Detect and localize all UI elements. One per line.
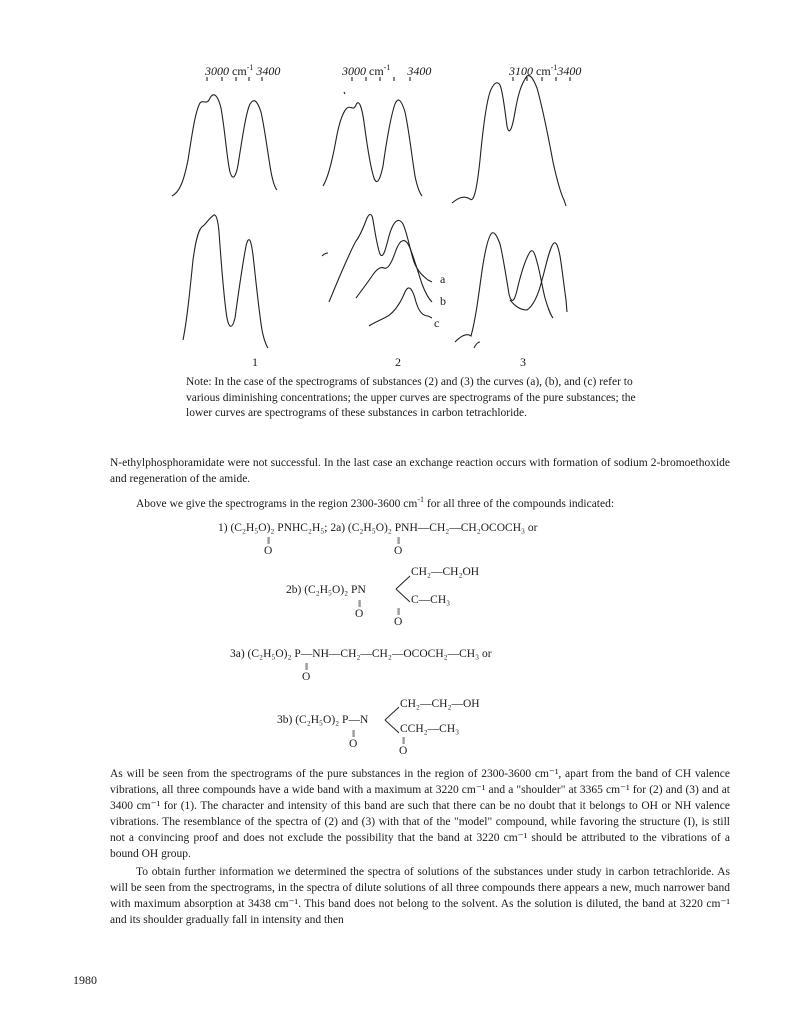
paragraph-above-exp: -1 xyxy=(417,495,425,505)
spectrum-3-pure xyxy=(452,76,566,207)
panel-number-1: 1 xyxy=(252,355,258,369)
axis-header-3-end: 3400 xyxy=(557,64,582,78)
axis-header-1 xyxy=(205,64,280,79)
paragraph-intro: N-ethylphosphoramidate were not successful. In the last case an exchange reaction occurs with formation of sodium 2-bromoethoxide and regeneration of the amide. xyxy=(110,457,730,485)
formula-2b-top: CH₂—CH₂OH xyxy=(411,566,480,578)
axis-header-1-end: 3400 xyxy=(256,64,281,78)
curve-label-c: c xyxy=(434,316,440,330)
paragraph-above-start: Above we give the spectrograms in the region 2300-3600 cm xyxy=(136,498,418,510)
axis-header-3-unit: cm xyxy=(536,64,551,78)
formula-3a: 3a) (C₂H₅O)₂ P—NH—CH₂—CH₂—OCOCH₂—CH₃ or xyxy=(230,648,492,660)
formula-2b-oxygen-p: O xyxy=(355,608,364,620)
formula-3b-branch xyxy=(384,704,400,736)
panel-number-2: 2 xyxy=(395,355,401,369)
formula-2b-bottom: C—CH₃ xyxy=(411,594,451,606)
formula-2b-prefix: 2b) (C₂H₅O)₂ PN xyxy=(286,584,366,596)
axis-header-2-unit: cm xyxy=(369,64,384,78)
paragraph-further-information: To obtain further information we determined the spectra of solutions of the substances under study in carbon tetrachloride. As will be seen from the spectrograms, in the spectra of dilute solutions of all three compounds there appears a new, much narrower band with maximum absorption at 3438 cm⁻¹. This band does not belong to the solvent. As the solution is diluted, the band at 3220 cm⁻¹ and its shoulder gradually fall in intensity and then xyxy=(110,866,730,926)
formula-3a-oxygen: O xyxy=(302,671,311,683)
formula-3a-double-bond: ‖ xyxy=(305,661,309,673)
formula-2b-branch xyxy=(395,572,411,606)
formula-3b-top: CH₂—CH₂—OH xyxy=(400,698,480,710)
spectrum-2-pure xyxy=(323,100,422,196)
formula-2b-double-bond-c: ‖ xyxy=(397,606,401,618)
formula-3b-oxygen-c: O xyxy=(399,745,408,757)
panel-number-3: 3 xyxy=(520,355,526,369)
spectrum-2-curve-b xyxy=(356,241,432,302)
formula-1-oxygen: O xyxy=(264,545,273,557)
page-number: 1980 xyxy=(73,973,97,987)
spectrum-3-solution-b xyxy=(510,243,567,312)
spectra-figure xyxy=(0,0,807,370)
formula-1-double-bond: ‖ xyxy=(267,535,271,547)
axis-header-3-start: 3100 xyxy=(509,64,533,78)
formula-2b-double-bond-p: ‖ xyxy=(358,598,362,610)
spectrum-3-solution-a xyxy=(455,233,553,342)
axis-header-3-exp: -1 xyxy=(550,63,558,72)
paragraph-pure-substances: As will be seen from the spectrograms of the pure substances in the region of 2300-3600 cm⁻¹, apart from the band of CH valence vibrations, all three compounds have a wide band with a maximum at 3220 cm⁻¹ and a "shoulder" at 3365 cm⁻¹ for (2) and (3) and at 3400 cm⁻¹ for (1). The character and intensity of this band are such that there can be no doubt that it belongs to OH or NH valence vibrations. The resemblance of the spectra of (2) and (3) with that of the "model" compound, while favoring the structure (I), is still not a convincing proof and does not exclude the possibility that the band at 3220 cm⁻¹ should be attributed to the vibrations of a bound OH group. xyxy=(110,768,730,860)
formula-3b-double-bond-p: ‖ xyxy=(352,728,356,740)
spectrum-2-curve-c xyxy=(369,288,432,326)
axis-header-2-start: 3000 xyxy=(342,64,366,78)
formula-3b-double-bond-c: ‖ xyxy=(402,735,406,747)
formula-2a-oxygen: O xyxy=(394,545,403,557)
axis-header-2-end: 3400 xyxy=(407,64,432,78)
spectrum-2-curve-a xyxy=(329,214,432,302)
paragraph-above xyxy=(110,496,730,512)
curve-label-a: a xyxy=(440,272,446,286)
axis-header-2-exp: -1 xyxy=(383,63,391,72)
paragraph-above-end: for all three of the compounds indicated: xyxy=(424,498,615,510)
formula-1-2a: 1) (C₂H₅O)₂ PNHC₂H₅; 2a) (C₂H₅O)₂ PNH—CH₂—CH₂OCOCH₃ or xyxy=(218,522,538,534)
figure-note: Note: In the case of the spectrograms of substances (2) and (3) the curves (a), (b), and (c) refer to various diminishing concentrations; the upper curves are spectrograms of the pure substances; the lower curves are spectrograms of these substances in carbon tetrachloride. xyxy=(186,376,636,419)
formula-2a-double-bond: ‖ xyxy=(397,535,401,547)
axis-header-1-unit: cm xyxy=(232,64,247,78)
formula-3b-oxygen-p: O xyxy=(349,738,358,750)
spectrum-1-solution xyxy=(183,215,268,348)
axis-header-1-start: 3000 xyxy=(205,64,229,78)
formula-2b-oxygen-c: O xyxy=(394,616,403,628)
axis-header-2 xyxy=(342,64,431,79)
axis-header-3 xyxy=(509,64,581,79)
formula-3b-bottom: CCH₂—CH₃ xyxy=(400,723,460,735)
formula-3b-prefix: 3b) (C₂H₅O)₂ P—N xyxy=(277,714,369,726)
spectrum-1-pure xyxy=(172,95,277,196)
axis-header-1-exp: -1 xyxy=(246,63,254,72)
curve-label-b: b xyxy=(440,294,446,308)
